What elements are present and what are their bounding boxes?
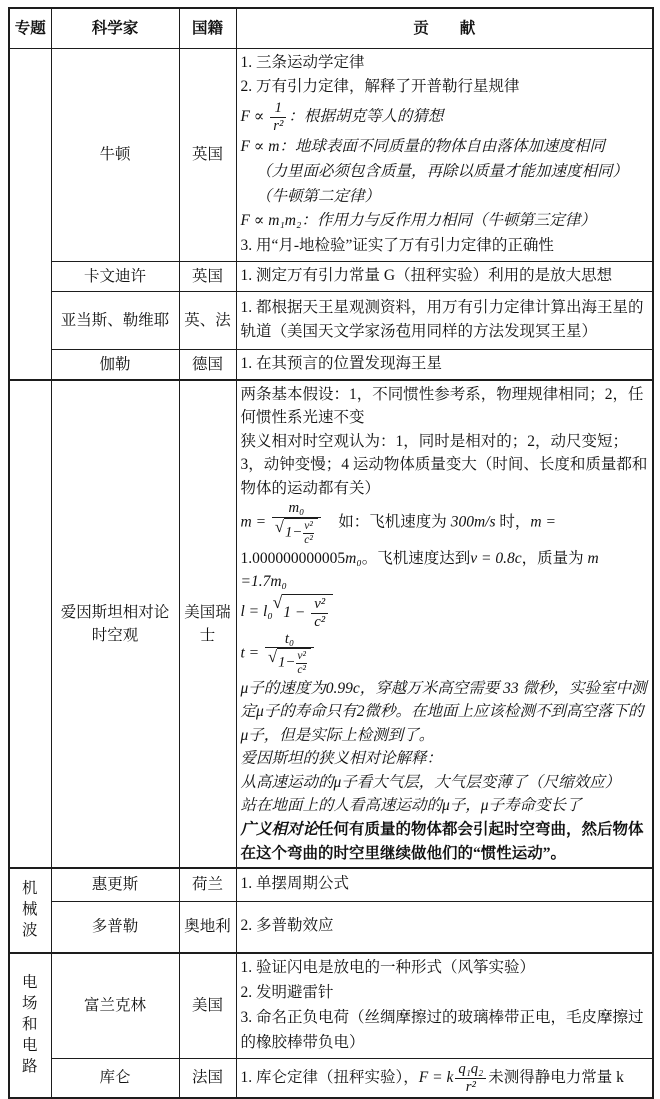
text-segment: 1 [274, 100, 282, 117]
text-segment: c² [304, 534, 313, 546]
nationality-cell: 德国 [179, 349, 236, 379]
text-segment: 站在地面上的人看高速运动的μ子，μ子寿命变长了 [240, 797, 582, 815]
contribution-line [241, 160, 649, 185]
text-segment: r² [465, 1078, 476, 1095]
header-topic: 专题 [9, 8, 51, 48]
text-segment: 1 − [283, 603, 310, 621]
text-segment: ：地球表面不同质量的物体自由落体加速度相同 [279, 137, 605, 155]
text-segment: t = [240, 644, 264, 662]
scientist-cell: 爱因斯坦相对论时空观 [51, 380, 179, 868]
fraction-numerator [270, 100, 286, 118]
radical [273, 594, 333, 631]
fraction-numerator [272, 500, 321, 518]
topic-cell-electric-field-circuits: 电场和电路 [9, 953, 51, 1098]
text-segment: 狭义相对时空观认为：1，同时是相对的；2，动尺变短；3，动钟变慢；4 运动物体质量变大（时间、长度和质量都和物体的运动都有关） [240, 432, 648, 497]
text-segment: v² [314, 595, 326, 612]
text-segment: 1. 三条运动学定律 [240, 53, 365, 71]
row-doppler [9, 901, 653, 953]
row-cavendish [9, 261, 653, 291]
text-segment: ，质量为 [521, 549, 588, 567]
scientist-cell: 牛顿 [51, 48, 179, 261]
row-galle [9, 349, 653, 379]
text-segment: 1. 单摆周期公式 [240, 875, 350, 893]
text-segment: 1. 库仑定律（扭秤实验）， [240, 1068, 419, 1086]
nationality-cell: 荷兰 [179, 868, 236, 901]
contribution-cell [236, 1058, 653, 1098]
text-segment: q₁q₂ [458, 1060, 484, 1077]
text-segment: r² [273, 118, 284, 135]
text-segment: 1− [278, 654, 296, 671]
fraction-numerator [455, 1061, 486, 1079]
contribution-line [241, 631, 649, 677]
nationality-cell: 法国 [179, 1058, 236, 1098]
fraction-denominator [311, 614, 328, 631]
contribution-line [241, 51, 649, 76]
contribution-line [241, 185, 649, 210]
contribution-line [241, 677, 649, 748]
fraction [311, 596, 328, 631]
contribution-line [241, 296, 649, 346]
text-segment: 3. 命名正负电荷（丝绸摩擦过的玻璃棒带正电，毛皮摩擦过的橡胶棒带负电） [240, 1008, 644, 1051]
text-segment: μ子的速度为0.99c，穿越万米高空需要 33 微秒，实验室中测定μ子的寿命只有2微秒。在地面上应该检测不到高空落下的μ子，但是实际上检测到了。 [240, 679, 647, 744]
nationality-cell: 美国 [179, 953, 236, 1058]
fraction-numerator [265, 631, 314, 649]
text-segment: 1. 都根据天王星观测资料，用万有引力定律计算出海王星的轨道（美国天文学家汤苞用同样的方法发现冥王星） [240, 298, 644, 341]
row-coulomb [9, 1058, 653, 1098]
text-segment: m = [530, 514, 556, 532]
text-segment: t₀ [284, 630, 295, 647]
radical-sign: √ [272, 592, 283, 612]
contribution-cell [236, 48, 653, 261]
text-segment: l = l₀ [240, 602, 273, 620]
radical-sign: √ [274, 517, 284, 537]
contribution-line [241, 1061, 649, 1096]
header-scientist: 科学家 [51, 8, 179, 48]
contribution-line [241, 981, 649, 1006]
text-segment: 2. 万有引力定律，解释了开普勒行星规律 [240, 78, 520, 96]
contribution-cell [236, 349, 653, 379]
text-segment: F ∝ m₁m₂ [240, 212, 302, 230]
contribution-line [241, 383, 649, 430]
row-franklin [9, 953, 653, 1058]
contribution-line [241, 872, 649, 897]
topic-cell-mechanical-waves: 机械波 [9, 868, 51, 953]
nationality-cell: 美国瑞士 [179, 380, 236, 868]
text-segment: m = [240, 514, 270, 532]
text-segment: （力里面必须包含质量，再除以质量才能加速度相同） [256, 162, 629, 180]
text-segment: 。飞机速度达到 [361, 549, 471, 567]
fraction-denominator [265, 648, 314, 676]
contribution-line [241, 500, 649, 593]
contribution-line [241, 352, 649, 377]
scientist-cell: 富兰克林 [51, 953, 179, 1058]
topic-cell-relativity [9, 380, 51, 868]
fraction-denominator [303, 534, 314, 547]
fraction-denominator [272, 518, 321, 546]
fraction [270, 100, 286, 135]
text-segment: m =1.7m₀ [240, 549, 599, 591]
contribution-cell [236, 261, 653, 291]
text-segment: F ∝ [240, 108, 269, 126]
physics-scientists-table [8, 7, 654, 1099]
row-newton [9, 48, 653, 261]
text-segment: 1. 测定万有引力常量 G（扭秤实验）利用的是放大思想 [240, 267, 613, 285]
text-segment: 2. 多普勒效应 [240, 917, 334, 935]
text-segment: 未测得静电力常量 k [488, 1068, 624, 1086]
row-einstein [9, 380, 653, 868]
text-segment: 300m/s [450, 514, 496, 532]
text-segment: v² [297, 650, 306, 663]
text-segment: 广义相对论 [240, 821, 319, 839]
topic-cell-gravitation [9, 48, 51, 380]
text-segment: 2. 发明避雷针 [240, 984, 334, 1002]
scientist-cell: 卡文迪许 [51, 261, 179, 291]
contribution-cell [236, 868, 653, 901]
contribution-line [241, 264, 649, 289]
text-segment: ：根据胡克等人的猜想 [288, 108, 444, 126]
contribution-cell [236, 901, 653, 953]
row-huygens [9, 868, 653, 901]
text-segment: 1− [284, 524, 303, 541]
scientist-cell: 伽勒 [51, 349, 179, 379]
contribution-line [241, 430, 649, 501]
contribution-line [241, 956, 649, 981]
contribution-line [241, 818, 649, 865]
text-segment: c² [297, 664, 306, 677]
contribution-line [241, 771, 649, 795]
fraction-numerator [311, 596, 328, 614]
text-segment: 从高速运动的μ子看大气层，大气层变薄了（尺缩效应） [240, 773, 621, 791]
nationality-cell: 英国 [179, 261, 236, 291]
contribution-line [241, 594, 649, 631]
text-segment: 1. 验证闪电是放电的一种形式（风筝实验） [240, 959, 536, 977]
text-segment: m₀ [345, 549, 362, 567]
text-segment: F ∝ m [240, 137, 280, 155]
nationality-cell: 奥地利 [179, 901, 236, 953]
row-adams-leverrier [9, 291, 653, 349]
radical-sign: √ [268, 647, 278, 667]
nationality-cell: 英国 [179, 48, 236, 261]
contribution-line [241, 914, 649, 939]
text-segment: v = 0.8c [470, 549, 522, 567]
text-segment: v² [304, 520, 313, 533]
text-segment: 两条基本假设：1，不同惯性参考系，物理规律相同；2，任何惯性系光速不变 [240, 385, 644, 427]
contribution-line [241, 234, 649, 259]
text-segment: 爱因斯坦的狭义相对论解释： [240, 750, 443, 768]
scientist-cell: 亚当斯、勒维耶 [51, 291, 179, 349]
text-segment: 如：飞机速度为 [322, 514, 451, 532]
fraction-denominator [296, 664, 307, 677]
contribution-cell [236, 380, 653, 868]
text-segment: （牛顿第二定律） [256, 187, 381, 205]
fraction-denominator [270, 118, 286, 135]
contribution-line [241, 1006, 649, 1056]
text-segment: 3. 用“月-地检验”证实了万有引力定律的正确性 [240, 237, 554, 255]
fraction-numerator [303, 520, 314, 534]
nationality-cell: 英、法 [179, 291, 236, 349]
text-segment: c² [314, 613, 326, 630]
contribution-line [241, 75, 649, 100]
radical [275, 518, 318, 546]
radical [268, 648, 311, 676]
contribution-line [241, 209, 649, 234]
text-segment: F = k [418, 1068, 454, 1086]
text-segment: 1.000000000005 [240, 549, 346, 567]
fraction [303, 520, 314, 546]
text-segment: ：作用力与反作用力相同（牛顿第三定律） [301, 212, 596, 230]
contribution-cell [236, 291, 653, 349]
contribution-line [241, 747, 649, 771]
text-segment: 1. 在其预言的位置发现海王星 [240, 354, 443, 372]
header-contribution: 贡 献 [236, 8, 653, 48]
contribution-line [241, 135, 649, 160]
radicand [284, 518, 318, 546]
header-nationality: 国籍 [179, 8, 236, 48]
fraction [296, 650, 307, 676]
fraction [455, 1061, 486, 1096]
header-row [9, 8, 653, 48]
text-segment: 时， [495, 514, 531, 532]
scientist-cell: 多普勒 [51, 901, 179, 953]
text-segment: m₀ [288, 500, 305, 517]
scientist-cell: 库仑 [51, 1058, 179, 1098]
fraction [265, 631, 314, 677]
radicand [277, 648, 311, 676]
scientist-cell: 惠更斯 [51, 868, 179, 901]
text-segment: 任何有质量的物体都会引起时空弯曲，然后物体在这个弯曲的时空里继续做他们的“惯性运动”。 [240, 821, 644, 862]
fraction-numerator [296, 650, 307, 664]
radicand [282, 594, 333, 631]
contribution-line [241, 100, 649, 135]
contribution-cell [236, 953, 653, 1058]
fraction [272, 500, 321, 546]
contribution-line [241, 794, 649, 818]
